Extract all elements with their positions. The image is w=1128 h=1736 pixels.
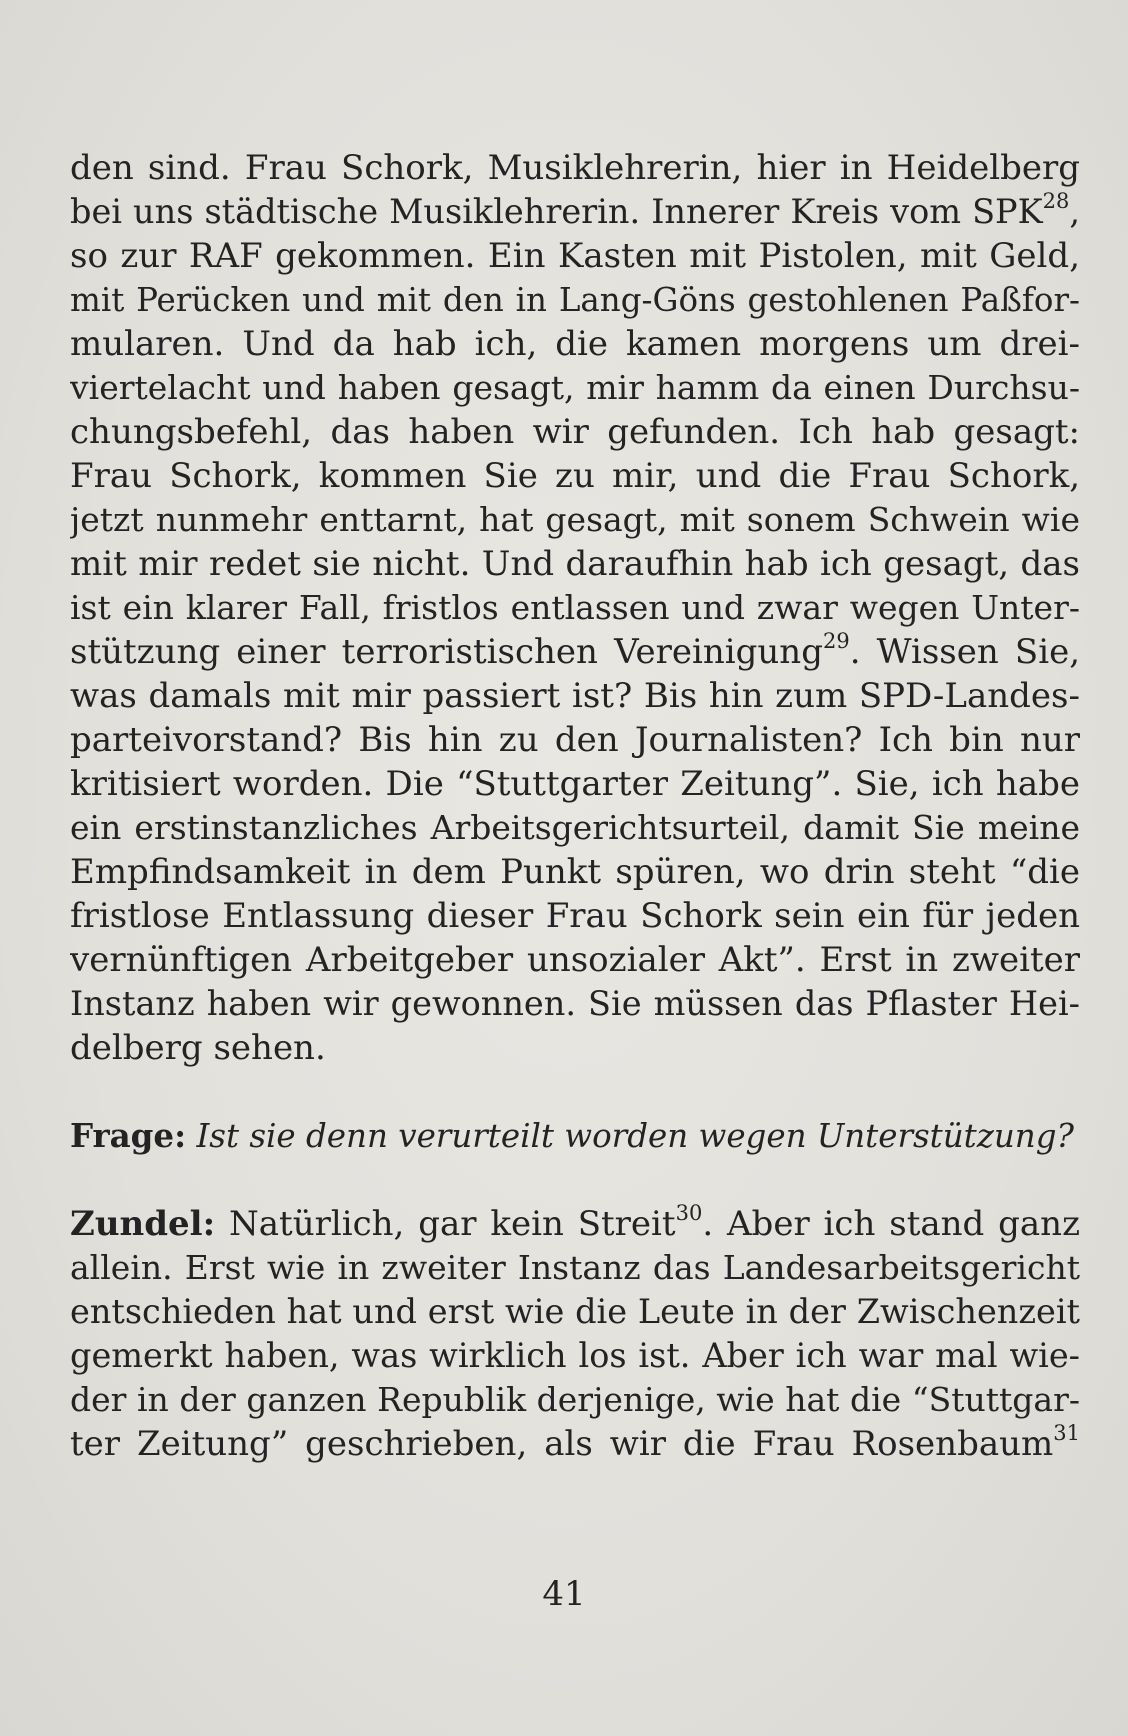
text-line: der in der ganzen Republik derjenige, wie hat die “Stuttgar-: [70, 1380, 1080, 1419]
question-text: Ist sie denn verurteilt worden wegen Unterstützung?: [196, 1117, 1074, 1155]
footnote-ref-28: 28: [1042, 190, 1070, 213]
text-line: [70, 1114, 1080, 1158]
question-paragraph: [70, 1114, 1080, 1158]
text-line: parteivorstand? Bis hin zu den Journalisten? Ich bin nur: [70, 720, 1080, 760]
speaker-label-frage: Frage:: [70, 1116, 187, 1155]
paragraph-gap: [70, 1070, 1080, 1114]
text-line: gemerkt haben, was wirklich los ist. Aber ich war mal wie-: [70, 1336, 1080, 1375]
text-line: ist ein klarer Fall, fristlos entlassen und zwar wegen Unter-: [70, 588, 1080, 627]
text-span: . Wissen Sie,: [849, 632, 1080, 672]
text-line: vernünftigen Arbeitgeber unsozialer Akt”. Erst in zweiter: [70, 940, 1080, 980]
text-line: fristlose Entlassung dieser Frau Schork sein ein für jeden: [70, 896, 1080, 936]
footnote-ref-30: 30: [675, 1202, 703, 1225]
text-line: [70, 190, 1080, 234]
text-span: Natürlich, gar kein Streit: [229, 1204, 676, 1244]
text-line: so zur RAF gekommen. Ein Kasten mit Pistolen, mit Geld,: [70, 236, 1080, 276]
text-line: Empfindsamkeit in dem Punkt spüren, wo drin steht “die: [70, 852, 1080, 892]
text-line: ein erstinstanzliches Arbeitsgerichtsurteil, damit Sie meine: [70, 808, 1080, 847]
text-line: chungsbefehl, das haben wir gefunden. Ich hab gesagt:: [70, 412, 1080, 452]
text-line: mit Perücken und mit den in Lang-Göns gestohlenen Paßfor-: [70, 281, 1080, 319]
footnote-ref-29: 29: [822, 630, 850, 653]
text-span: stützung einer terroristischen Vereinigung: [70, 632, 823, 672]
paragraph-gap: [70, 1158, 1080, 1202]
text-span: . Aber ich stand ganz: [702, 1204, 1080, 1244]
text-span: ter Zeitung” geschrieben, als wir die Frau Rosenbaum: [70, 1424, 1054, 1464]
speaker-label-zundel: Zundel:: [70, 1204, 216, 1244]
text-line: mularen. Und da hab ich, die kamen morgens um drei-: [70, 324, 1080, 364]
text-line: allein. Erst wie in zweiter Instanz das Landesarbeitsgericht: [70, 1248, 1080, 1287]
text-line: den sind. Frau Schork, Musiklehrerin, hier in Heidelberg: [70, 148, 1080, 188]
text-span: ,: [1069, 192, 1080, 231]
answer-paragraph: [70, 1202, 1080, 1466]
text-line: [70, 1422, 1080, 1466]
text-line: entschieden hat und erst wie die Leute in der Zwischenzeit: [70, 1292, 1080, 1331]
text-line: viertelacht und haben gesagt, mir hamm da einen Durchsu-: [70, 368, 1080, 407]
text-line: [70, 1202, 1080, 1246]
text-line: delberg sehen.: [70, 1028, 326, 1068]
text-line: Instanz haben wir gewonnen. Sie müssen das Pflaster Hei-: [70, 984, 1080, 1023]
paragraph-1: [70, 146, 1080, 1070]
text-line: kritisiert worden. Die “Stuttgarter Zeitung”. Sie, ich habe: [70, 764, 1080, 804]
text-line: [70, 630, 1080, 674]
text-line: Frau Schork, kommen Sie zu mir, und die Frau Schork,: [70, 456, 1080, 496]
text-line: was damals mit mir passiert ist? Bis hin zum SPD-Landes-: [70, 676, 1080, 716]
page-body: [70, 146, 1080, 1466]
text-span: bei uns städtische Musiklehrerin. Innerer Kreis vom SPK: [70, 192, 1043, 231]
page-number: 41: [542, 1574, 586, 1614]
text-line: mit mir redet sie nicht. Und daraufhin hab ich gesagt, das: [70, 544, 1080, 584]
footnote-ref-31: 31: [1053, 1422, 1080, 1445]
text-line: jetzt nunmehr enttarnt, hat gesagt, mit sonem Schwein wie: [70, 500, 1080, 539]
